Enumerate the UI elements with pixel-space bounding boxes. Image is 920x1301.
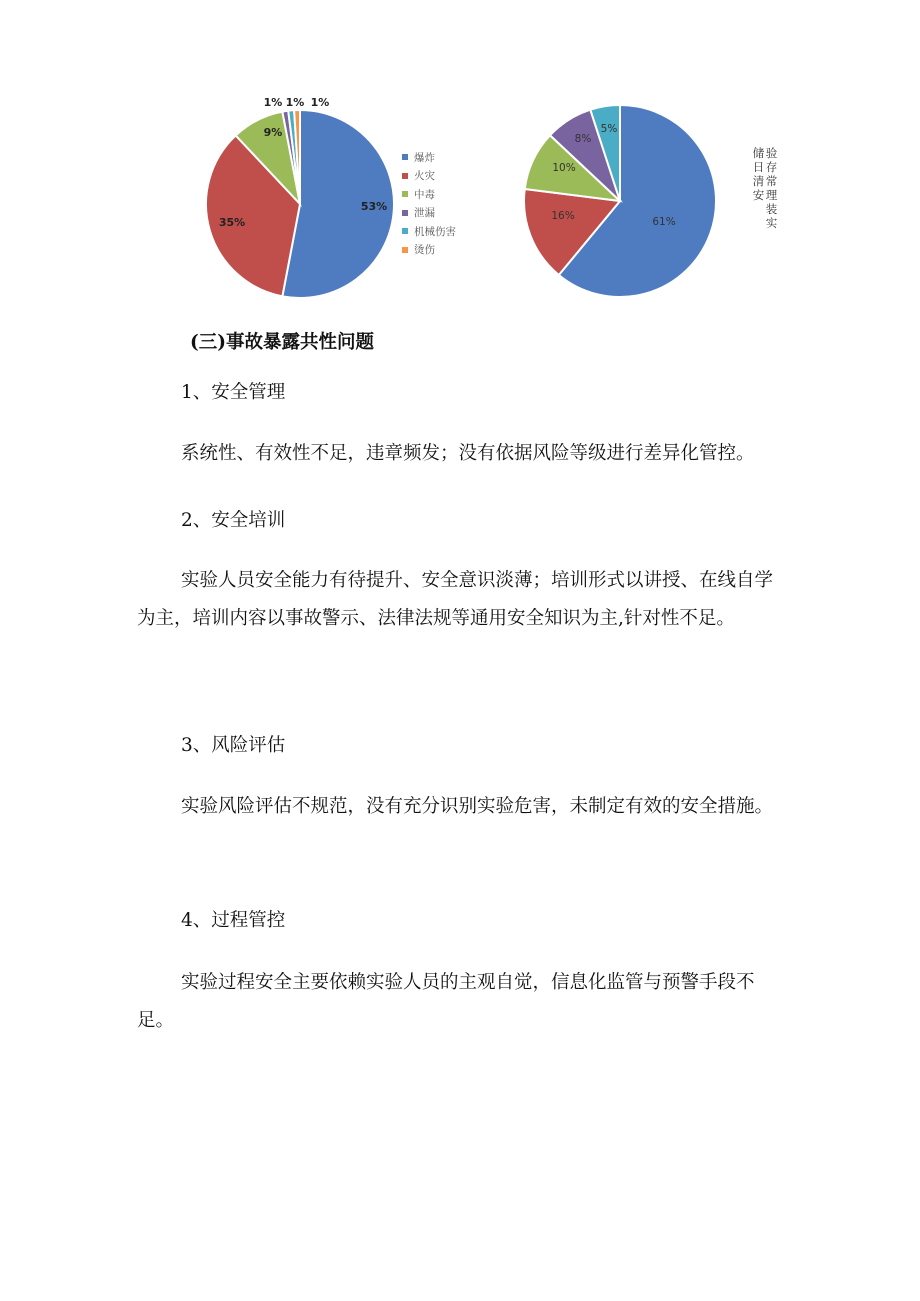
pie1-legend: [402, 148, 456, 259]
pie-data-label: 1%: [285, 96, 305, 109]
legend-item: [402, 222, 456, 241]
legend-swatch: [402, 191, 408, 197]
pie-data-label: 35%: [218, 216, 246, 229]
legend-swatch: [402, 154, 408, 160]
legend-item: [402, 167, 456, 186]
pie-data-label: 61%: [652, 216, 676, 228]
legend-label: 机械伤害: [414, 225, 456, 238]
legend-label: 火灾: [414, 170, 435, 183]
legend-swatch: [402, 210, 408, 216]
legend-item: [402, 204, 456, 223]
item-body: 系统性、有效性不足，违章频发；没有依据风险等级进行差异化管控。: [181, 443, 755, 464]
side-text-column: 储日清安: [752, 146, 765, 202]
side-text-column: 验存常理装实: [765, 146, 778, 230]
legend-item: [402, 185, 456, 204]
pie-data-label: 10%: [552, 162, 576, 174]
pie-data-label: 53%: [360, 200, 388, 213]
legend-label: 烫伤: [414, 244, 435, 257]
legend-swatch: [402, 228, 408, 234]
legend-swatch: [402, 247, 408, 253]
legend-swatch: [402, 173, 408, 179]
pie-chart-accident-types: [0, 0, 920, 310]
charts-region: [0, 0, 920, 310]
pie-data-label: 16%: [551, 210, 575, 222]
legend-item: [402, 241, 456, 260]
item-title: 1、安全管理: [181, 382, 286, 403]
item-title: 4、过程管控: [181, 910, 286, 931]
legend-label: 爆炸: [414, 151, 435, 164]
pie-data-label: 9%: [263, 126, 283, 139]
item-body: 实验风险评估不规范，没有充分识别实验危害，未制定有效的安全措施。: [181, 796, 774, 817]
pie-data-label: 1%: [263, 96, 283, 109]
pie-data-label: 8%: [574, 133, 592, 145]
item-body: 实验过程安全主要依赖实验人员的主观自觉，信息化监管与预警手段不足。: [137, 972, 755, 1031]
legend-label: 泄漏: [414, 207, 435, 220]
item-title: 2、安全培训: [181, 510, 286, 531]
legend-item: [402, 148, 456, 167]
legend-label: 中毒: [414, 188, 435, 201]
section-heading: (三)事故暴露共性问题: [190, 332, 375, 353]
pie-data-label: 1%: [310, 96, 330, 109]
pie-data-label: 5%: [600, 123, 618, 135]
item-body: 实验人员安全能力有待提升、安全意识淡薄；培训形式以讲授、在线自学为主，培训内容以事故警示、法律法规等通用安全知识为主,针对性不足。: [137, 570, 774, 629]
item-title: 3、风险评估: [181, 735, 286, 756]
